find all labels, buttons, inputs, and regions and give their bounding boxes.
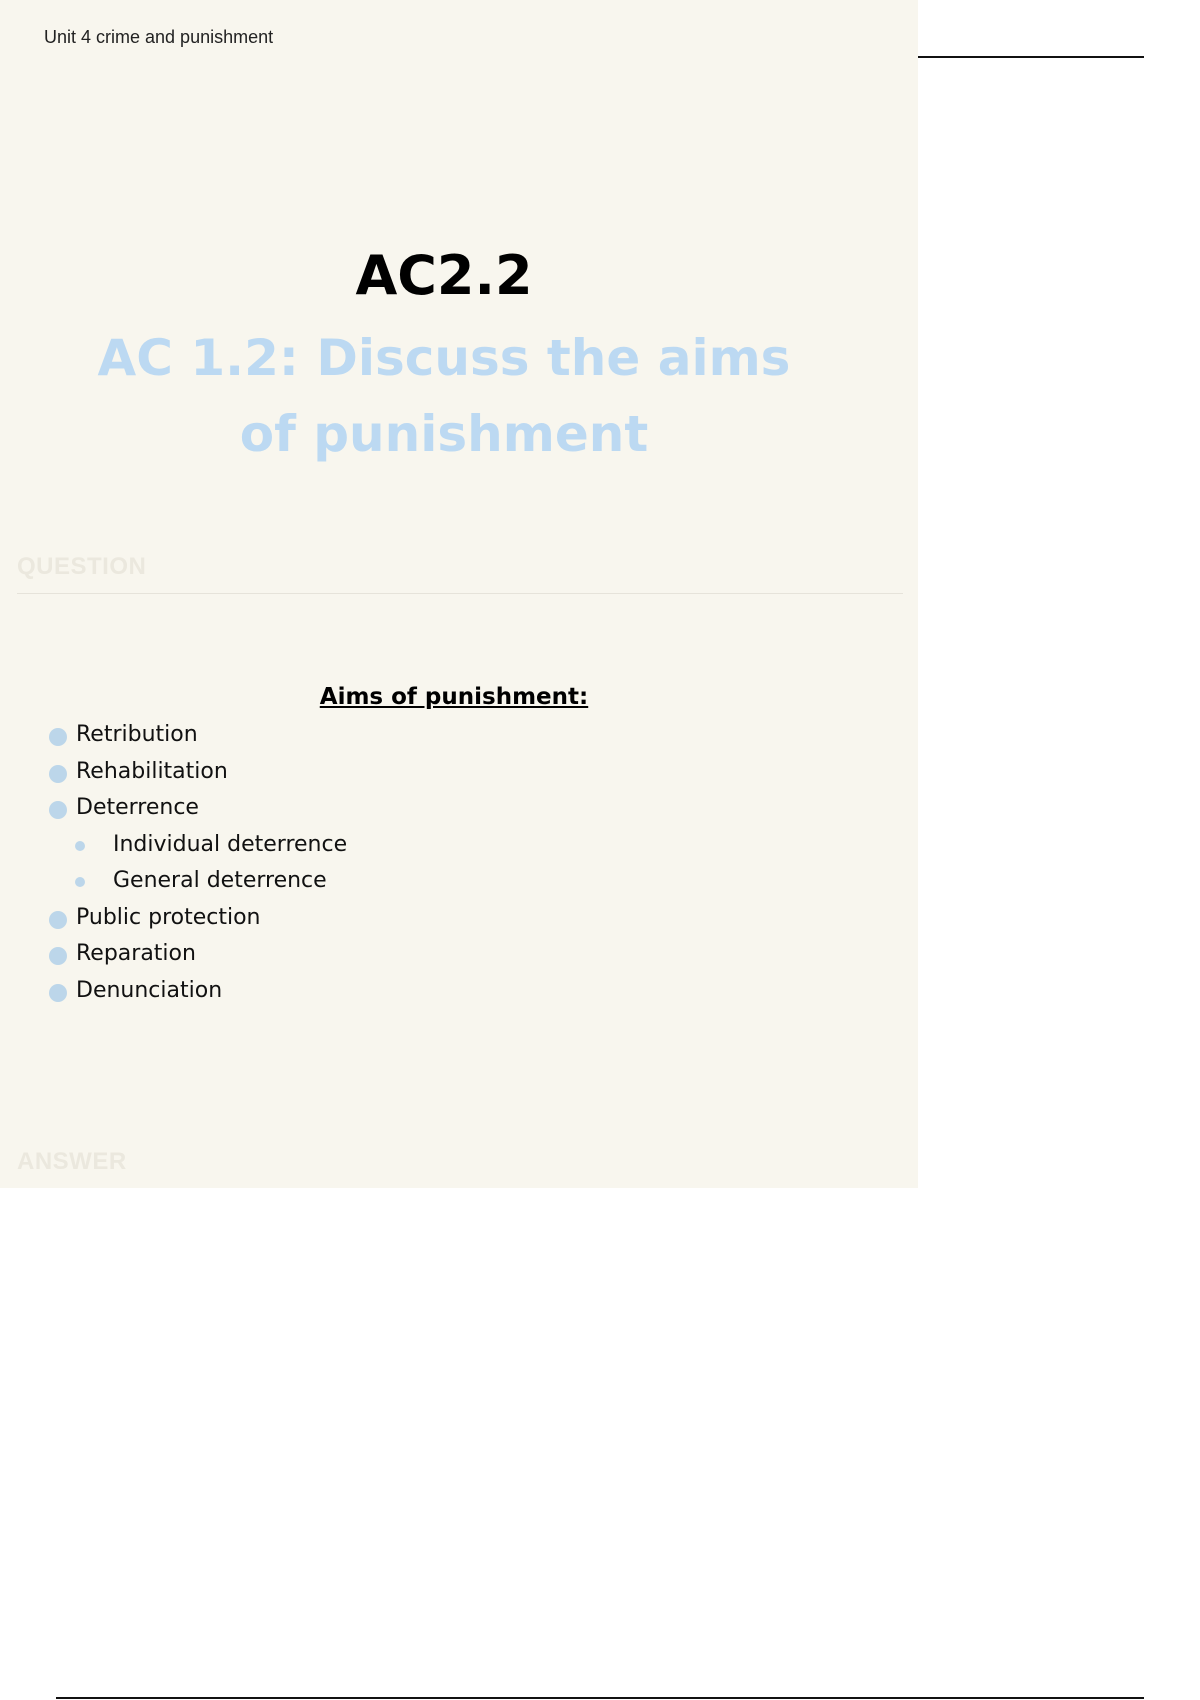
page-header: Unit 4 crime and punishment [44,27,274,47]
aims-list-item [0,717,347,754]
bullet-icon [49,765,67,783]
aims-item-label: Denunciation [76,977,223,1003]
aims-item-label: Retribution [76,722,198,747]
aims-heading: Aims of punishment: [319,684,589,710]
aims-sublist-item [0,827,347,864]
subtitle-line: AC 1.2: Discuss the aims [97,329,791,387]
sub-bullet-icon [75,841,85,851]
aims-list-item [0,900,347,937]
bullet-icon [49,728,67,746]
header-rule [918,56,1144,58]
subtitle-line: of punishment [239,405,649,463]
bullet-icon [49,801,67,819]
question-divider [17,593,903,594]
aims-item-label: Deterrence [76,795,199,820]
slide-code-title: AC2.2 [355,244,533,307]
aims-item-label: General deterrence [113,868,327,893]
question-label: QUESTION [17,553,147,580]
footer-rule [56,1697,1144,1699]
aims-item-label: Reparation [76,941,196,966]
aims-list-item [0,936,347,973]
aims-list-item [0,973,347,1010]
aims-list [0,717,347,1009]
aims-sublist-item [0,863,347,900]
aims-list-item [0,754,347,791]
slide-subtitle [0,320,888,472]
bullet-icon [49,984,67,1002]
aims-item-label: Individual deterrence [113,831,348,857]
bullet-icon [49,911,67,929]
aims-item-label: Rehabilitation [76,758,228,784]
answer-label: ANSWER [17,1148,127,1175]
aims-list-item [0,790,347,827]
sub-bullet-icon [75,877,85,887]
aims-item-label: Public protection [76,904,261,930]
bullet-icon [49,947,67,965]
